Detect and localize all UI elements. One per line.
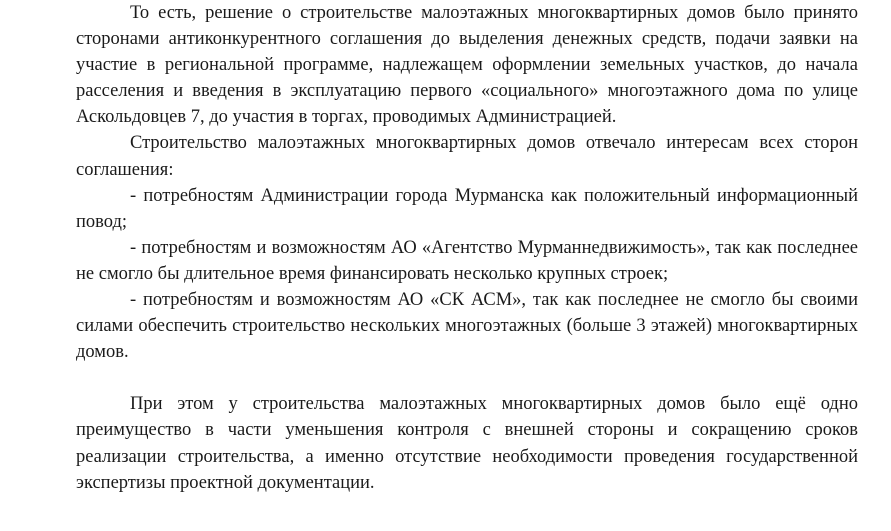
paragraph-decision: То есть, решение о строительстве малоэтажных многоквартирных домов было принято сторонами антиконкурентного соглашения до выделения денежных средств, подачи заявки на участие в региональной программе, надлежащем оформлении земельных участков, до начала расселения и введения в эксплуатацию первого «социального» многоэтажного дома по улице Аскольдовцев 7, до участия в торгах, проводимых Администрацией. — [76, 3, 858, 128]
list-item-administration: - потребностям Администрации города Мурманска как положительный информационный повод; — [76, 185, 858, 232]
list-item-sk-asm: - потребностям и возможностям АО «СК АСМ», так как последнее не смогло бы своими силами обеспечить строительство нескольких многоэтажных (больше 3 этажей) многоквартирных домов. — [76, 290, 858, 363]
list-item-agency: - потребностям и возможностям АО «Агентство Мурманнедвижимость», так как последнее не смогло бы длительное время финансировать несколько крупных строек; — [76, 237, 858, 284]
document-page — [76, 0, 858, 496]
paragraph-interests: Строительство малоэтажных многоквартирных домов отвечало интересам всех сторон соглашения: — [76, 133, 858, 180]
paragraph-gap — [76, 365, 858, 391]
paragraph-advantage: При этом у строительства малоэтажных многоквартирных домов было ещё одно преимущество в части уменьшения контроля с внешней стороны и сокращению сроков реализации строительства, а именно отсутствие необходимости проведения государственной экспертизы проектной документации. — [76, 394, 858, 493]
